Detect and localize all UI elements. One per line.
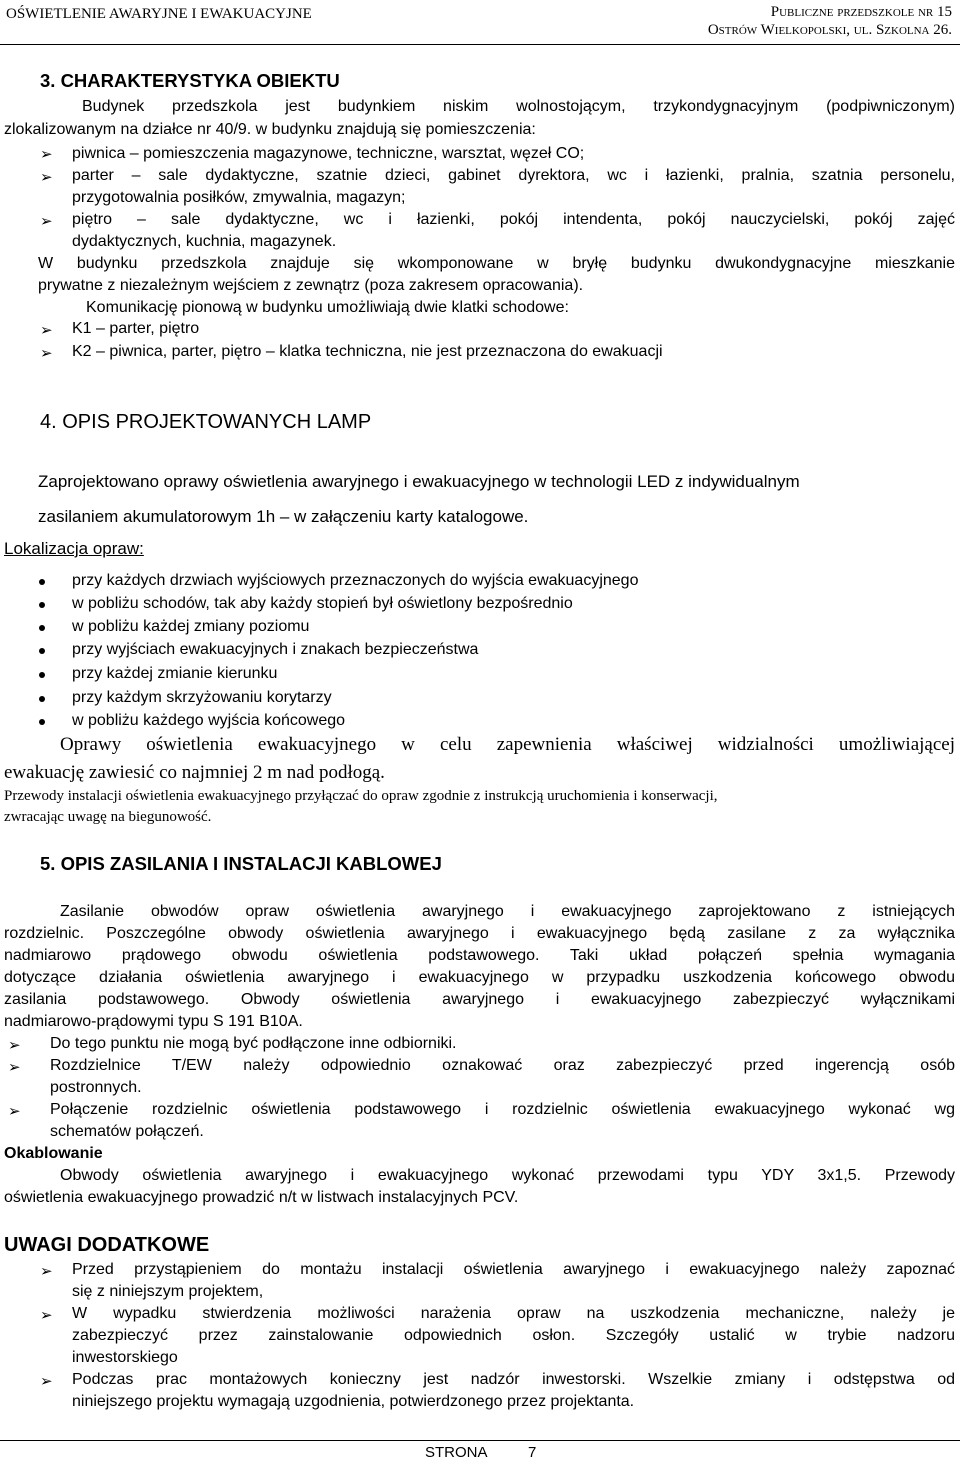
note-3-line1: Podczas prac montażowych konieczny jest nadzór inwestorski. Wszelkie zmiany i odstępstwa od [72,1371,955,1388]
lamps-paragraph-line2: zasilaniem akumulatorowym 1h – w załączeniu karty katalogowe. [38,507,529,526]
apartment-paragraph-line2: prywatne z niezależnym wejściem z zewnątrz (poza zakresem opracowania). [38,277,584,294]
cabling-label: Okablowanie [4,1145,103,1162]
location-item: przy każdych drzwiach wyjściowych przeznaczonych do wyjścia ewakuacyjnego [72,572,639,589]
bullet-dot-icon [39,625,45,631]
footer-page-label: STRONA [425,1444,488,1461]
lamps-paragraph-line1: Zaprojektowano oprawy oświetlenia awaryjnego i ewakuacyjnego w technologii LED z indywidualnym [38,472,800,491]
footer-divider [0,1440,960,1441]
bullet-dot-icon [39,602,45,608]
location-item: przy każdym skrzyżowaniu korytarzy [72,689,332,706]
note-1-line2: się z niniejszym projektem, [72,1283,264,1300]
power-paragraph-line: nadmiarowo-prądowymi typu S 191 B10A. [4,1013,303,1030]
footer-page-number: 7 [528,1444,537,1461]
bullet-dot-icon [39,579,45,585]
power-note-3-line1: Połączenie rozdzielnic oświetlenia podstawowego i rozdzielnic oświetlenia ewakuacyjnego wykonać wg [50,1101,955,1118]
power-paragraph-line: Zasilanie obwodów opraw oświetlenia awaryjnego i ewakuacyjnego zaprojektowano z istniejących [60,903,955,920]
arrow-bullet-icon: ➢ [40,169,53,186]
power-note-3-line2: schematów połączeń. [50,1123,204,1140]
cabling-line1: Obwody oświetlenia awaryjnego i ewakuacyjnego wykonać przewodami typu YDY 3x1,5. Przewody [60,1167,955,1184]
wiring-note-line1: Przewody instalacji oświetlenia ewakuacyjnego przyłączać do opraw zgodnie z instrukcją uruchomienia i konserwacji, [4,788,718,804]
location-item: w pobliżu schodów, tak aby każdy stopień był oświetlony bezpośrednio [72,595,573,612]
note-2-line3: inwestorskiego [72,1349,178,1366]
section-3-intro-line1: Budynek przedszkola jest budynkiem niskim wolnostojącym, trzykondygnacyjnym (podpiwniczonym) [82,98,955,115]
bullet-dot-icon [39,648,45,654]
note-2-line2: zabezpieczyć przez zainstalowanie odpowiednich osłon. Szczegóły ustalić w trybie nadzoru [72,1327,955,1344]
cabling-line2: oświetlenia ewakuacyjnego prowadzić n/t w listwach instalacyjnych PCV. [4,1189,519,1206]
note-2-line1: W wypadku stwierdzenia możliwości narażenia opraw na uszkodzenia mechaniczne, należy je [72,1305,955,1322]
room-list-ground-floor-line1: parter – sale dydaktyczne, szatnie dzieci, gabinet dyrektora, wc i łazienki, pralnia, szatnia personelu, [72,167,955,184]
mounting-height-line2: ewakuację zawiesić co najmniej 2 m nad podłogą. [4,762,385,783]
apartment-paragraph-line1: W budynku przedszkola znajduje się wkomponowane w bryłę budynku dwukondygnacyjne mieszkanie [38,255,955,272]
power-note-1: Do tego punktu nie mogą być podłączone inne odbiorniki. [50,1035,457,1052]
room-list-basement: piwnica – pomieszczenia magazynowe, techniczne, warsztat, węzeł CO; [72,145,585,162]
power-note-2-line1: Rozdzielnice T/EW należy odpowiednio oznakować oraz zabezpieczyć przed ingerencją osób [50,1057,955,1074]
section-3-heading: 3. CHARAKTERYSTYKA OBIEKTU [40,70,340,91]
bullet-dot-icon [39,719,45,725]
arrow-bullet-icon: ➢ [40,213,53,230]
note-3-line2: niniejszego projektu wymagają uzgodnienia, potwierdzonego przez projektanta. [72,1393,635,1410]
section-5-heading: 5. OPIS ZASILANIA I INSTALACJI KABLOWEJ [40,853,442,874]
stairs-intro: Komunikację pionową w budynku umożliwiają dwie klatki schodowe: [86,299,569,316]
arrow-bullet-icon: ➢ [8,1037,21,1054]
arrow-bullet-icon: ➢ [40,345,53,362]
note-1-line1: Przed przystąpieniem do montażu instalacji oświetlenia awaryjnego i ewakuacyjnego należy zapoznać [72,1261,955,1278]
staircase-k2: K2 – piwnica, parter, piętro – klatka techniczna, nie jest przeznaczona do ewakuacji [72,343,663,360]
arrow-bullet-icon: ➢ [40,146,53,163]
arrow-bullet-icon: ➢ [40,1307,53,1324]
header-institution: Publiczne przedszkole nr 15 [770,4,952,20]
arrow-bullet-icon: ➢ [40,1373,53,1390]
arrow-bullet-icon: ➢ [40,322,53,339]
power-paragraph-line: dotyczące działania oświetlenia awaryjnego i ewakuacyjnego w przypadku uszkodzenia końcowego obwodu [4,969,955,986]
section-3-intro-line2: zlokalizowanym na działce nr 40/9. w budynku znajdują się pomieszczenia: [4,121,536,138]
location-label: Lokalizacja opraw: [4,539,144,558]
arrow-bullet-icon: ➢ [40,1263,53,1280]
room-list-first-floor-line2: dydaktycznych, kuchnia, magazynek. [72,233,337,250]
power-paragraph-line: rozdzielnic. Poszczególne obwody oświetlenia awaryjnego i ewakuacyjnego będą zasilane z za wyłącznika [4,925,955,942]
arrow-bullet-icon: ➢ [8,1103,21,1120]
power-note-2-line2: postronnych. [50,1079,142,1096]
header-address: Ostrów Wielkopolski, ul. Szkolna 26. [707,22,952,38]
notes-heading: UWAGI DODATKOWE [4,1234,210,1256]
mounting-height-line1: Oprawy oświetlenia ewakuacyjnego w celu zapewnienia właściwej widzialności umożliwiającej [60,734,955,755]
wiring-note-line2: zwracając uwagę na biegunowość. [4,809,212,825]
section-4-heading: 4. OPIS PROJEKTOWANYCH LAMP [40,411,372,433]
power-paragraph-line: nadmiarowo prądowego obwodu oświetlenia podstawowego. Taki układ połączeń spełnia wymagania [4,947,955,964]
bullet-dot-icon [39,696,45,702]
room-list-first-floor-line1: piętro – sale dydaktyczne, wc i łazienki, pokój intendenta, pokój nauczycielski, pokój zajęć [72,211,955,228]
header-title: OŚWIETLENIE AWARYJNE I EWAKUACYJNE [6,6,312,22]
bullet-dot-icon [39,672,45,678]
location-item: w pobliżu każdego wyjścia końcowego [72,712,346,729]
power-paragraph-line: zasilania podstawowego. Obwody oświetlenia awaryjnego i ewakuacyjnego zabezpieczyć wyłącznikami [4,991,955,1008]
arrow-bullet-icon: ➢ [8,1059,21,1076]
location-item: przy każdej zmianie kierunku [72,665,278,682]
header-divider [0,44,960,45]
location-item: przy wyjściach ewakuacyjnych i znakach bezpieczeństwa [72,641,479,658]
staircase-k1: K1 – parter, piętro [72,320,200,337]
location-item: w pobliżu każdej zmiany poziomu [72,618,310,635]
room-list-ground-floor-line2: przygotowalnia posiłków, zmywalnia, magazyn; [72,189,406,206]
